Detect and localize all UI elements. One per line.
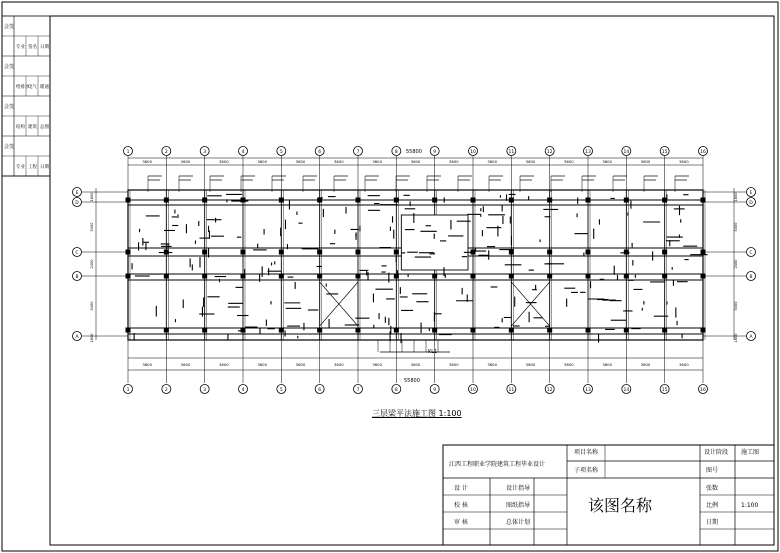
column-mark [547,198,552,203]
span-dim-top: 3600 [563,159,574,164]
row-dim-left: 1800 [90,192,94,202]
side-row-cell: 工程 [28,165,37,170]
span-dim-top: 3600 [180,159,191,164]
countersign-block [2,16,50,176]
span-dim-bottom: 3600 [487,362,498,367]
axis-label-bottom: 13 [585,388,591,393]
column-mark [394,328,399,333]
span-dim-bottom: 3600 [602,362,613,367]
span-dim-bottom: 3600 [410,362,421,367]
bottom-total-dimension: 55800 [404,378,420,384]
designer-guide-label: 设计指导 [506,485,531,492]
span-dim-top: 3600 [602,159,613,164]
span-dim-top: 3600 [257,159,268,164]
column-mark [279,250,284,255]
column-mark [241,328,246,333]
column-mark [624,274,629,279]
axis-label-bottom: 2 [164,388,168,393]
column-mark [662,328,667,333]
column-mark [356,328,361,333]
span-dim-top: 3600 [487,159,498,164]
span-dim-top: 3600 [678,159,689,164]
column-mark [202,198,207,203]
axis-label-bottom: 4 [241,388,245,393]
column-mark [317,328,322,333]
column-mark [356,250,361,255]
span-dim-top: 3600 [410,159,421,164]
column-mark [126,328,131,333]
column-mark [586,198,591,203]
span-dim-bottom: 3600 [218,362,229,367]
top-total-dimension: 55800 [406,149,422,155]
side-row-head: 会签 [4,64,15,70]
span-dim-top: 3600 [333,159,344,164]
row-dim-left: 2400 [90,259,94,269]
drawn-guide-label: 图纸指导 [506,502,531,509]
axis-label-bottom: 11 [508,388,515,393]
axis-label-top: 11 [508,150,515,155]
row-label-right: D [749,201,753,206]
axis-label-bottom: 15 [661,388,668,393]
axis-label-bottom: 8 [394,388,398,393]
row-label-left: E [75,191,79,196]
span-dim-top: 3600 [372,159,383,164]
column-mark [432,328,437,333]
project-name-label: 项目名称 [574,449,599,456]
row-dim-right: 1800 [734,333,738,343]
row-dim-right: 2400 [734,259,738,269]
row-dim-right: 5400 [734,222,738,232]
check-label: 校 核 [454,502,468,509]
column-mark [547,274,552,279]
column-mark [624,250,629,255]
side-row-head: 会签 [4,24,15,30]
drawing-caption: 三层梁平法施工图 1:100 [372,409,462,418]
column-mark [701,274,706,279]
column-mark [394,250,399,255]
column-mark [509,198,514,203]
axis-label-top: 10 [470,150,476,155]
axis-label-bottom: 5 [279,388,283,393]
column-mark [701,250,706,255]
drawing-number-label: 图号 [706,467,719,474]
side-row-head: 会签 [4,104,15,110]
column-mark [586,328,591,333]
row-label-left: B [75,275,79,280]
side-row-cell: 建筑 [28,125,37,130]
axis-label-top: 15 [661,150,668,155]
side-row-cell: 专业 [16,165,25,170]
column-mark [356,198,361,203]
span-dim-bottom: 3600 [257,362,268,367]
column-mark [126,250,131,255]
column-mark [547,250,552,255]
side-row-cell: 总图 [40,125,49,130]
span-dim-bottom: 3600 [333,362,344,367]
axis-label-top: 5 [279,150,283,155]
column-mark [126,198,131,203]
span-dim-bottom: 3600 [563,362,574,367]
school-title: 江西工程职业学院建筑工程毕业设计 [449,461,546,468]
column-mark [356,274,361,279]
span-dim-top: 3600 [142,159,153,164]
side-row-cell: 日期 [40,165,49,170]
column-mark [126,274,131,279]
column-mark [509,250,514,255]
design-label: 设 计 [454,485,468,492]
column-mark [662,274,667,279]
axis-label-top: 4 [241,150,245,155]
column-mark [317,250,322,255]
scale-label: 比例 [706,502,719,509]
column-mark [241,250,246,255]
column-mark [202,328,207,333]
column-mark [586,274,591,279]
beam-plan-drawing [73,147,756,394]
column-mark [471,274,476,279]
axis-label-top: 9 [433,150,437,155]
scale-value: 1:100 [741,502,759,509]
column-mark [586,250,591,255]
side-row-cell: 结构 [16,125,25,130]
review-label: 审 核 [454,519,468,526]
column-mark [662,250,667,255]
span-dim-bottom: 3600 [525,362,536,367]
column-mark [317,274,322,279]
axis-label-top: 16 [700,150,706,155]
date-label: 日期 [706,519,719,526]
column-mark [241,274,246,279]
side-row-cell: 专业 [16,45,25,50]
column-mark [471,198,476,203]
span-dim-bottom: 3600 [180,362,191,367]
axis-label-bottom: 6 [318,388,322,393]
side-row-cell: 签名 [28,45,37,50]
column-mark [279,198,284,203]
row-dim-left: 1800 [90,333,94,343]
subproject-name-label: 子项名称 [574,467,599,474]
column-mark [202,274,207,279]
side-row-cell: 日期 [40,45,49,50]
column-mark [241,198,246,203]
row-label-right: A [749,335,753,340]
span-dim-bottom: 3600 [640,362,651,367]
span-dim-bottom: 3600 [448,362,459,367]
column-mark [701,328,706,333]
column-mark [547,328,552,333]
axis-label-bottom: 14 [623,388,630,393]
axis-label-bottom: 12 [546,388,553,393]
axis-label-top: 8 [394,150,398,155]
chief-plan-label: 总体计划 [506,519,531,526]
axis-label-top: 6 [318,150,322,155]
row-label-right: C [749,251,753,256]
row-dim-right: 5400 [734,301,738,311]
span-dim-top: 3600 [525,159,536,164]
axis-label-top: 1 [126,150,130,155]
central-opening [401,215,468,270]
axis-label-bottom: 3 [203,388,207,393]
column-mark [394,198,399,203]
span-dim-bottom: 3600 [295,362,306,367]
design-stage-value: 施工图 [741,449,760,456]
row-label-left: D [75,201,79,206]
row-dim-right: 1800 [734,192,738,202]
column-mark [509,328,514,333]
column-mark [432,274,437,279]
beam-mark-label: KL1 [428,349,438,355]
span-dim-bottom: 3600 [372,362,383,367]
span-dim-top: 3600 [640,159,651,164]
inner-border [50,16,774,545]
span-dim-bottom: 3600 [142,362,153,367]
side-row-cell: 电气 [28,85,37,90]
row-label-left: C [75,251,79,256]
side-row-cell: 暖通 [40,85,49,90]
axis-label-bottom: 10 [470,388,476,393]
drawing-name: 该图名称 [588,496,653,515]
axis-label-top: 2 [164,150,168,155]
column-mark [701,198,706,203]
column-mark [471,328,476,333]
column-mark [624,198,629,203]
row-dim-left: 5400 [90,301,94,311]
row-label-right: B [749,275,753,280]
design-stage-label: 设计阶段 [704,449,729,456]
span-dim-bottom: 3600 [678,362,689,367]
title-block-frame [443,445,774,545]
sheet-count-label: 张数 [706,485,719,492]
row-dim-left: 5400 [90,222,94,232]
axis-label-top: 3 [203,150,207,155]
axis-label-bottom: 16 [700,388,706,393]
column-mark [624,328,629,333]
span-dim-top: 3600 [218,159,229,164]
column-mark [279,328,284,333]
column-mark [164,328,169,333]
side-row-cell: 给排水 [16,85,30,90]
axis-label-top: 13 [585,150,591,155]
span-dim-top: 3600 [448,159,459,164]
span-dim-top: 3600 [295,159,306,164]
outer-border [2,2,778,551]
axis-label-top: 12 [546,150,553,155]
column-mark [202,250,207,255]
column-mark [164,198,169,203]
column-mark [394,274,399,279]
column-mark [509,274,514,279]
row-label-left: A [75,335,79,340]
axis-label-bottom: 1 [126,388,130,393]
axis-label-bottom: 9 [433,388,437,393]
axis-label-top: 14 [623,150,630,155]
axis-label-top: 7 [356,150,360,155]
column-mark [279,274,284,279]
row-label-right: E [749,191,753,196]
column-mark [164,274,169,279]
axis-label-bottom: 7 [356,388,360,393]
side-row-head: 会签 [4,144,15,150]
column-mark [432,198,437,203]
